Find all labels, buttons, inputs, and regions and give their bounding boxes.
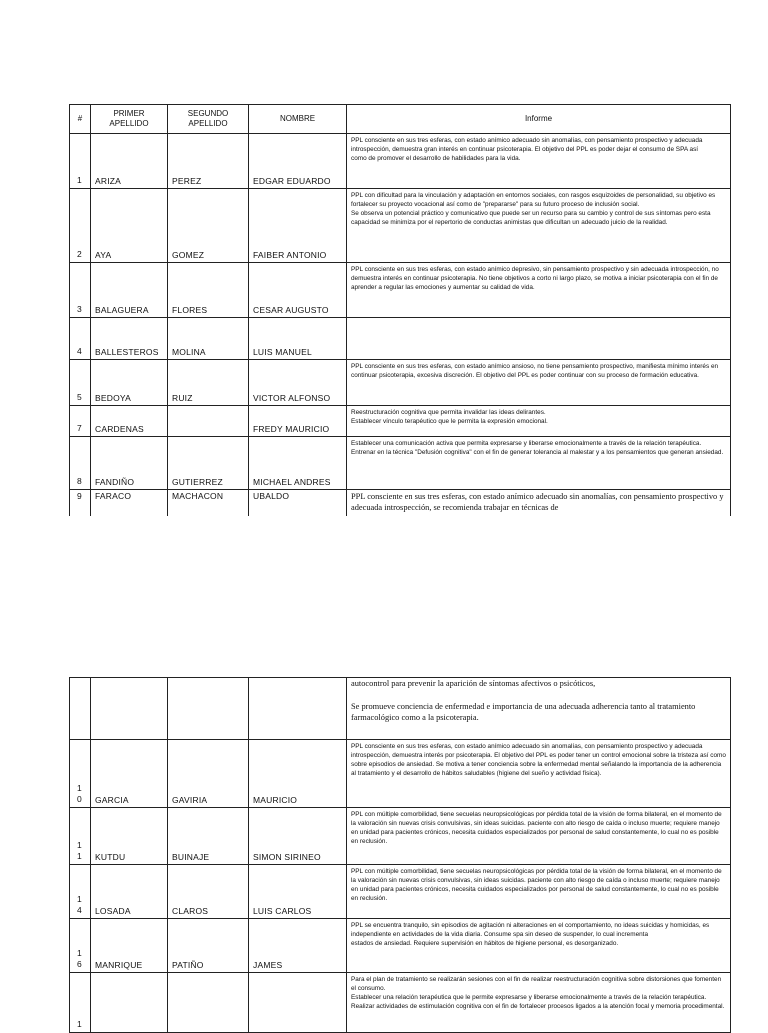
row-num: 9 xyxy=(70,490,91,516)
segundo-apellido: PATIÑO xyxy=(168,919,249,973)
header-nombre: NOMBRE xyxy=(249,105,347,134)
primer-apellido: CARDENAS xyxy=(91,406,168,437)
row-num: 8 xyxy=(70,437,91,490)
segundo-apellido: RUIZ xyxy=(168,360,249,406)
row-num: 1 0 xyxy=(70,740,91,808)
table-row xyxy=(70,406,731,437)
segundo-apellido xyxy=(168,406,249,437)
header-primer-apellido: PRIMER APELLIDO xyxy=(91,105,168,134)
segundo-apellido: PEREZ xyxy=(168,134,249,189)
primer-apellido: KUTDU xyxy=(91,808,168,865)
informe: PPL con múltiple comorbilidad, tiene secuelas neuropsicológicas por pérdida total de la visión de forma bilateral, en el momento de la valoración sin nuevas crisis convulsivas, sin ideas suicidas. paciente con alto riesgo de caída o incluso muerte; requiere manejo en unidad para pacientes crónicos, necesita cuidados especializados por personal de salud constantemente, lo cual no es posible en reclusión. xyxy=(347,808,731,865)
segundo-apellido: MACHACON xyxy=(168,490,249,516)
primer-apellido: LOSADA xyxy=(91,865,168,919)
primer-apellido: BEDOYA xyxy=(91,360,168,406)
header-informe: Informe xyxy=(347,105,731,134)
table-row xyxy=(70,437,731,490)
row-num xyxy=(70,678,91,740)
table-row xyxy=(70,134,731,189)
primer-apellido: FANDIÑO xyxy=(91,437,168,490)
table-header-row xyxy=(70,105,731,134)
table-row xyxy=(70,360,731,406)
header-num: # xyxy=(70,105,91,134)
segundo-apellido: GOMEZ xyxy=(168,189,249,263)
informe: PPL consciente en sus tres esferas, con estado anímico ansioso, no tiene pensamiento prospectivo, manifiesta mínimo interés en continuar psicoterapia, excesiva discreción. El objetivo del PPL es poder continuar con su proceso de formación educativa. xyxy=(347,360,731,406)
table-2-wrapper xyxy=(69,677,730,1033)
nombre: SIMON SIRINEO xyxy=(249,808,347,865)
table-row xyxy=(70,808,731,865)
primer-apellido: GARCIA xyxy=(91,740,168,808)
patients-table-1 xyxy=(69,104,731,516)
table-row xyxy=(70,919,731,973)
segundo-apellido: FLORES xyxy=(168,263,249,318)
informe: PPL con dificultad para la vinculación y adaptación en entornos sociales, con rasgos esquizoides de personalidad, su objetivo es fortalecer su proyecto vocacional así como de "prepararse" para su futuro proceso de inclusión social. Se observa un potencial práctico y comunicativo que puede ser un recurso para su cambio y control de sus síntomas pero esta capacidad se minimiza por el repertorio de conductas animistas que dificultan un adecuado juicio de la realidad. xyxy=(347,189,731,263)
row-num: 5 xyxy=(70,360,91,406)
table-row xyxy=(70,678,731,740)
informe: Para el plan de tratamiento se realizarán sesiones con el fin de realizar reestructuración cognitiva sobre distorsiones que fomenten el consumo. Establecer una relación terapéutica que le permite expresarse y liberarse emocionalmente a través de la relación terapéutica. Realizar actividades de estimulación cognitiva con el fin de fortalecer procesos ligados a la atención focal y memoria procedimental. xyxy=(347,973,731,1033)
informe xyxy=(347,318,731,360)
informe: PPL consciente en sus tres esferas, con estado anímico adecuado sin anomalías, con pensamiento prospectivo y adecuada introspección, se recomienda trabajar en técnicas de xyxy=(347,490,731,516)
segundo-apellido: GUTIERREZ xyxy=(168,437,249,490)
table-row xyxy=(70,490,731,516)
table-row xyxy=(70,740,731,808)
nombre: FAIBER ANTONIO xyxy=(249,189,347,263)
informe: Reestructuración cognitiva que permita invalidar las ideas delirantes. Establecer vínculo terapéutico que le permita la expresión emocional. xyxy=(347,406,731,437)
primer-apellido: FARACO xyxy=(91,490,168,516)
nombre: EDGAR EDUARDO xyxy=(249,134,347,189)
segundo-apellido: BUINAJE xyxy=(168,808,249,865)
segundo-apellido: MOLINA xyxy=(168,318,249,360)
row-num: 1 xyxy=(70,134,91,189)
primer-apellido: ARIZA xyxy=(91,134,168,189)
table-row xyxy=(70,318,731,360)
primer-apellido xyxy=(91,678,168,740)
informe: PPL consciente en sus tres esferas, con estado anímico adecuado sin anomalías, con pensamiento prospectivo y adecuada introspección, demuestra gran interés en continuar psicoterapia. El objetivo del PPL es poder dejar el consumo de SPA así como de promover el desarrollo de habilidades para la vida. xyxy=(347,134,731,189)
table-row xyxy=(70,189,731,263)
row-num: 4 xyxy=(70,318,91,360)
nombre: FREDY MAURICIO xyxy=(249,406,347,437)
informe: PPL consciente en sus tres esferas, con estado anímico depresivo, sin pensamiento prospectivo y sin adecuada introspección, no demuestra interés en continuar psicoterapia. No tiene objetivos a corto ni largo plazo, se motiva a iniciar psicoterapia con el fin de aprender a regular las emociones y aumentar su calidad de vida. xyxy=(347,263,731,318)
nombre: JAMES xyxy=(249,919,347,973)
row-num: 3 xyxy=(70,263,91,318)
table-row xyxy=(70,865,731,919)
row-num: 1 xyxy=(70,973,91,1033)
primer-apellido: MANRIQUE xyxy=(91,919,168,973)
informe: Establecer una comunicación activa que permita expresarse y liberarse emocionalmente a través de la relación terapéutica. Entrenar en la técnica "Defusión cognitiva" con el fin de generar tolerancia al malestar y a los pensamientos que generan ansiedad. xyxy=(347,437,731,490)
nombre: MICHAEL ANDRES xyxy=(249,437,347,490)
primer-apellido: BALLESTEROS xyxy=(91,318,168,360)
segundo-apellido xyxy=(168,678,249,740)
nombre: CESAR AUGUSTO xyxy=(249,263,347,318)
nombre: LUIS CARLOS xyxy=(249,865,347,919)
row-num: 1 1 xyxy=(70,808,91,865)
primer-apellido: AYA xyxy=(91,189,168,263)
primer-apellido: BALAGUERA xyxy=(91,263,168,318)
segundo-apellido: GAVIRIA xyxy=(168,740,249,808)
patients-table-2 xyxy=(69,677,731,1033)
informe: PPL consciente en sus tres esferas, con estado anímico adecuado sin anomalías, con pensamiento prospectivo y adecuada introspección, demuestra interés por psicoterapia. El objetivo del PPL es poder tener un control emocional sobre la tristeza así como sobre episodios de ansiedad. Se motiva a tener conciencia sobre la enfermedad mental señalando la importancia de la adherencia al tratamiento y el desarrollo de hábitos saludables (higiene del sueño y actividad física). xyxy=(347,740,731,808)
table-row xyxy=(70,263,731,318)
nombre: LUIS MANUEL xyxy=(249,318,347,360)
header-segundo-apellido: SEGUNDO APELLIDO xyxy=(168,105,249,134)
row-num: 2 xyxy=(70,189,91,263)
row-num: 7 xyxy=(70,406,91,437)
row-num: 1 4 xyxy=(70,865,91,919)
informe-continuation: autocontrol para prevenir la aparición de síntomas afectivos o psicóticos, Se promueve conciencia de enfermedad e importancia de una adecuada adherencia tanto al tratamiento farmacológico como a la psicoterapia. xyxy=(347,678,731,740)
row-num: 1 6 xyxy=(70,919,91,973)
nombre: VICTOR ALFONSO xyxy=(249,360,347,406)
table-1-wrapper xyxy=(69,104,730,516)
nombre xyxy=(249,678,347,740)
nombre: UBALDO xyxy=(249,490,347,516)
informe: PPL con múltiple comorbilidad, tiene secuelas neuropsicológicas por pérdida total de la visión de forma bilateral, en el momento de la valoración sin nuevas crisis convulsivas, sin ideas suicidas. paciente con alto riesgo de caída o incluso muerte; requiere manejo en unidad para pacientes crónicos, necesita cuidados especializados por personal de salud constantemente, lo cual no es posible en reclusión. xyxy=(347,865,731,919)
segundo-apellido: CLAROS xyxy=(168,865,249,919)
nombre: MAURICIO xyxy=(249,740,347,808)
informe: PPL se encuentra tranquilo, sin episodios de agitación ni alteraciones en el comportamiento, no ideas suicidas y homicidas, es independiente en actividades de la vida diaria. Consume spa sin deseo de suspender, lo cual incrementa estados de ansiedad. Requiere supervisión en hábitos de higiene personal, es desorganizado. xyxy=(347,919,731,973)
